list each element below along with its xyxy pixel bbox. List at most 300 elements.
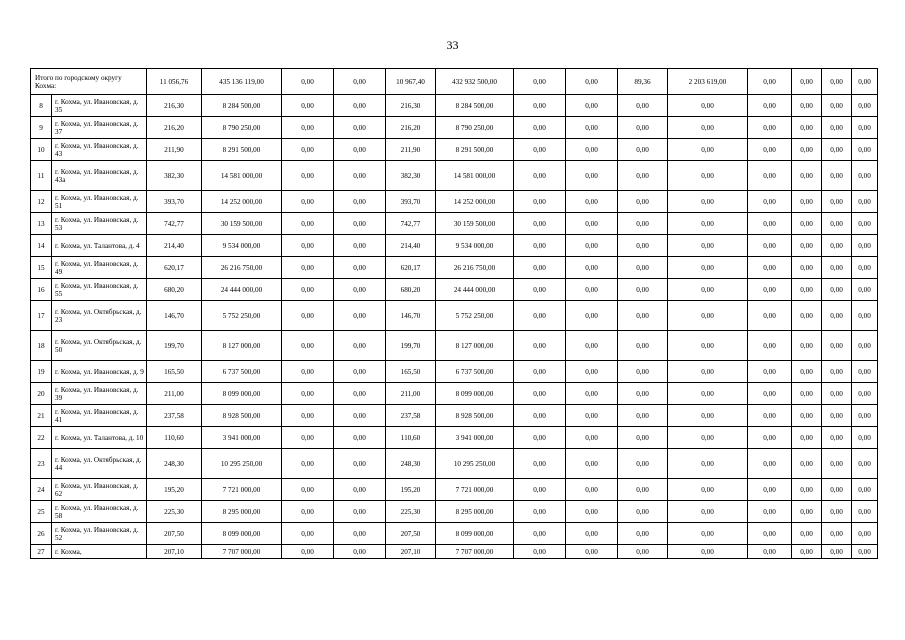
address: г. Кохма, ул. Ивановская, д. 35: [52, 95, 147, 117]
area-partial: 211,00: [386, 383, 436, 405]
zero-cell: 0,00: [748, 161, 792, 191]
zero-cell: 0,00: [668, 501, 748, 523]
zero-cell: 0,00: [514, 301, 566, 331]
zero-cell: 0,00: [668, 523, 748, 545]
row-number: 26: [31, 523, 52, 545]
zero-cell: 0,00: [822, 257, 852, 279]
zero-cell: 0,00: [852, 95, 878, 117]
cost-partial: 8 790 250,00: [436, 117, 514, 139]
table-row: [31, 235, 878, 257]
zero-cell: 0,00: [282, 95, 334, 117]
address: г. Кохма, ул. Октябрьская, д. 50: [52, 331, 147, 361]
zero-cell: 0,00: [668, 257, 748, 279]
zero-cell: 0,00: [618, 331, 668, 361]
cost-partial: 24 444 000,00: [436, 279, 514, 301]
zero-cell: 0,00: [334, 405, 386, 427]
table-row: [31, 383, 878, 405]
zero-cell: 0,00: [792, 117, 822, 139]
zero-cell: 0,00: [852, 523, 878, 545]
zero-cell: 0,00: [748, 479, 792, 501]
area-total: 742,77: [147, 213, 202, 235]
zero-cell: 0,00: [668, 331, 748, 361]
zero-cell: 0,00: [822, 449, 852, 479]
zero-cell: 0,00: [822, 405, 852, 427]
zero-cell: 0,00: [852, 279, 878, 301]
cost-partial: 26 216 750,00: [436, 257, 514, 279]
zero-cell: 0,00: [334, 279, 386, 301]
row-number: 19: [31, 361, 52, 383]
zero-cell: 0,00: [566, 279, 618, 301]
zero-cell: 0,00: [514, 95, 566, 117]
cost-total: 24 444 000,00: [202, 279, 282, 301]
zero-cell: 0,00: [748, 95, 792, 117]
area-partial: 225,30: [386, 501, 436, 523]
zero-cell: 0,00: [822, 117, 852, 139]
row-number: 15: [31, 257, 52, 279]
zero-cell: 0,00: [852, 449, 878, 479]
zero-cell: 0,00: [668, 427, 748, 449]
area-total: 110,60: [147, 427, 202, 449]
table-row: [31, 139, 878, 161]
total-cell: 10 967,40: [386, 69, 436, 95]
zero-cell: 0,00: [822, 161, 852, 191]
area-total: 225,30: [147, 501, 202, 523]
zero-cell: 0,00: [792, 545, 822, 559]
total-cell: 0,00: [852, 69, 878, 95]
zero-cell: 0,00: [334, 301, 386, 331]
area-partial: 237,58: [386, 405, 436, 427]
zero-cell: 0,00: [822, 95, 852, 117]
zero-cell: 0,00: [514, 331, 566, 361]
total-cell: 0,00: [514, 69, 566, 95]
zero-cell: 0,00: [822, 191, 852, 213]
area-total: 216,20: [147, 117, 202, 139]
zero-cell: 0,00: [822, 279, 852, 301]
table-row: [31, 279, 878, 301]
row-number: 21: [31, 405, 52, 427]
zero-cell: 0,00: [282, 405, 334, 427]
zero-cell: 0,00: [566, 161, 618, 191]
zero-cell: 0,00: [282, 191, 334, 213]
area-partial: 382,30: [386, 161, 436, 191]
zero-cell: 0,00: [618, 479, 668, 501]
zero-cell: 0,00: [618, 139, 668, 161]
zero-cell: 0,00: [618, 405, 668, 427]
zero-cell: 0,00: [566, 213, 618, 235]
table-row: [31, 523, 878, 545]
zero-cell: 0,00: [334, 139, 386, 161]
zero-cell: 0,00: [334, 545, 386, 559]
zero-cell: 0,00: [792, 213, 822, 235]
zero-cell: 0,00: [792, 501, 822, 523]
zero-cell: 0,00: [334, 191, 386, 213]
area-total: 216,30: [147, 95, 202, 117]
total-cell: 0,00: [792, 69, 822, 95]
total-cell: 2 203 619,00: [668, 69, 748, 95]
zero-cell: 0,00: [668, 301, 748, 331]
zero-cell: 0,00: [566, 191, 618, 213]
zero-cell: 0,00: [618, 501, 668, 523]
total-cell: 89,36: [618, 69, 668, 95]
address: г. Кохма, ул. Ивановская, д. 41: [52, 405, 147, 427]
zero-cell: 0,00: [852, 545, 878, 559]
row-number: 27: [31, 545, 52, 559]
zero-cell: 0,00: [618, 191, 668, 213]
area-partial: 207,10: [386, 545, 436, 559]
zero-cell: 0,00: [514, 117, 566, 139]
cost-partial: 8 099 000,00: [436, 383, 514, 405]
area-total: 195,20: [147, 479, 202, 501]
area-total: 680,20: [147, 279, 202, 301]
cost-total: 7 707 000,00: [202, 545, 282, 559]
zero-cell: 0,00: [566, 427, 618, 449]
zero-cell: 0,00: [668, 191, 748, 213]
cost-partial: 14 581 000,00: [436, 161, 514, 191]
zero-cell: 0,00: [334, 213, 386, 235]
address: г. Кохма, ул. Ивановская, д. 9: [52, 361, 147, 383]
zero-cell: 0,00: [618, 383, 668, 405]
address: г. Кохма, ул. Талантова, д. 4: [52, 235, 147, 257]
zero-cell: 0,00: [618, 117, 668, 139]
zero-cell: 0,00: [514, 545, 566, 559]
zero-cell: 0,00: [668, 139, 748, 161]
cost-total: 8 099 000,00: [202, 523, 282, 545]
cost-total: 8 127 000,00: [202, 331, 282, 361]
cost-total: 30 159 500,00: [202, 213, 282, 235]
zero-cell: 0,00: [618, 449, 668, 479]
area-total: 199,70: [147, 331, 202, 361]
address: г. Кохма, ул. Ивановская, д. 62: [52, 479, 147, 501]
zero-cell: 0,00: [792, 427, 822, 449]
zero-cell: 0,00: [514, 427, 566, 449]
total-cell: 11 056,76: [147, 69, 202, 95]
zero-cell: 0,00: [822, 427, 852, 449]
zero-cell: 0,00: [668, 161, 748, 191]
zero-cell: 0,00: [852, 191, 878, 213]
address: г. Кохма, ул. Ивановская, д. 51: [52, 191, 147, 213]
zero-cell: 0,00: [668, 95, 748, 117]
cost-total: 8 099 000,00: [202, 383, 282, 405]
row-number: 14: [31, 235, 52, 257]
zero-cell: 0,00: [748, 117, 792, 139]
cost-partial: 8 284 500,00: [436, 95, 514, 117]
zero-cell: 0,00: [792, 95, 822, 117]
zero-cell: 0,00: [334, 235, 386, 257]
zero-cell: 0,00: [748, 427, 792, 449]
zero-cell: 0,00: [566, 523, 618, 545]
area-total: 214,40: [147, 235, 202, 257]
zero-cell: 0,00: [618, 95, 668, 117]
cost-total: 5 752 250,00: [202, 301, 282, 331]
table-row: [31, 117, 878, 139]
zero-cell: 0,00: [282, 301, 334, 331]
zero-cell: 0,00: [618, 279, 668, 301]
area-partial: 742,77: [386, 213, 436, 235]
total-cell: 0,00: [748, 69, 792, 95]
cost-partial: 8 127 000,00: [436, 331, 514, 361]
zero-cell: 0,00: [282, 501, 334, 523]
row-number: 25: [31, 501, 52, 523]
zero-cell: 0,00: [514, 257, 566, 279]
zero-cell: 0,00: [668, 361, 748, 383]
zero-cell: 0,00: [822, 331, 852, 361]
cost-total: 7 721 000,00: [202, 479, 282, 501]
area-partial: 165,50: [386, 361, 436, 383]
zero-cell: 0,00: [334, 257, 386, 279]
address: г. Кохма, ул. Ивановская, д. 39: [52, 383, 147, 405]
zero-cell: 0,00: [668, 213, 748, 235]
address: г. Кохма, ул. Ивановская, д. 55: [52, 279, 147, 301]
zero-cell: 0,00: [618, 301, 668, 331]
zero-cell: 0,00: [792, 361, 822, 383]
zero-cell: 0,00: [852, 383, 878, 405]
zero-cell: 0,00: [282, 257, 334, 279]
zero-cell: 0,00: [566, 301, 618, 331]
zero-cell: 0,00: [792, 235, 822, 257]
zero-cell: 0,00: [792, 279, 822, 301]
zero-cell: 0,00: [792, 405, 822, 427]
zero-cell: 0,00: [282, 117, 334, 139]
zero-cell: 0,00: [748, 257, 792, 279]
zero-cell: 0,00: [748, 191, 792, 213]
zero-cell: 0,00: [792, 523, 822, 545]
zero-cell: 0,00: [566, 361, 618, 383]
zero-cell: 0,00: [334, 479, 386, 501]
zero-cell: 0,00: [566, 479, 618, 501]
zero-cell: 0,00: [282, 279, 334, 301]
area-partial: 211,90: [386, 139, 436, 161]
zero-cell: 0,00: [852, 427, 878, 449]
address: г. Кохма, ул. Ивановская, д. 49: [52, 257, 147, 279]
area-partial: 216,20: [386, 117, 436, 139]
zero-cell: 0,00: [566, 331, 618, 361]
area-partial: 216,30: [386, 95, 436, 117]
row-number: 9: [31, 117, 52, 139]
zero-cell: 0,00: [822, 501, 852, 523]
zero-cell: 0,00: [618, 161, 668, 191]
zero-cell: 0,00: [618, 213, 668, 235]
zero-cell: 0,00: [792, 331, 822, 361]
cost-total: 6 737 500,00: [202, 361, 282, 383]
zero-cell: 0,00: [668, 235, 748, 257]
address: г. Кохма, ул. Талантова, д. 10: [52, 427, 147, 449]
row-number: 11: [31, 161, 52, 191]
zero-cell: 0,00: [748, 361, 792, 383]
table-row: [31, 213, 878, 235]
area-partial: 393,70: [386, 191, 436, 213]
total-cell: 0,00: [566, 69, 618, 95]
row-number: 8: [31, 95, 52, 117]
zero-cell: 0,00: [514, 235, 566, 257]
table-row: [31, 161, 878, 191]
cost-partial: 10 295 250,00: [436, 449, 514, 479]
table-row: [31, 361, 878, 383]
area-total: 248,30: [147, 449, 202, 479]
zero-cell: 0,00: [852, 117, 878, 139]
zero-cell: 0,00: [618, 545, 668, 559]
zero-cell: 0,00: [822, 139, 852, 161]
cost-total: 14 581 000,00: [202, 161, 282, 191]
zero-cell: 0,00: [282, 449, 334, 479]
cost-total: 8 928 500,00: [202, 405, 282, 427]
address: г. Кохма,: [52, 545, 147, 559]
cost-partial: 7 721 000,00: [436, 479, 514, 501]
area-partial: 620,17: [386, 257, 436, 279]
zero-cell: 0,00: [618, 523, 668, 545]
zero-cell: 0,00: [852, 301, 878, 331]
zero-cell: 0,00: [566, 117, 618, 139]
zero-cell: 0,00: [334, 383, 386, 405]
zero-cell: 0,00: [566, 95, 618, 117]
table-row: [31, 405, 878, 427]
zero-cell: 0,00: [748, 213, 792, 235]
zero-cell: 0,00: [668, 405, 748, 427]
zero-cell: 0,00: [822, 383, 852, 405]
zero-cell: 0,00: [282, 545, 334, 559]
zero-cell: 0,00: [334, 523, 386, 545]
row-number: 13: [31, 213, 52, 235]
area-total: 207,50: [147, 523, 202, 545]
property-table: [30, 68, 878, 559]
total-cell: 0,00: [282, 69, 334, 95]
zero-cell: 0,00: [566, 235, 618, 257]
zero-cell: 0,00: [282, 161, 334, 191]
zero-cell: 0,00: [514, 405, 566, 427]
zero-cell: 0,00: [514, 361, 566, 383]
zero-cell: 0,00: [514, 139, 566, 161]
zero-cell: 0,00: [792, 161, 822, 191]
zero-cell: 0,00: [282, 479, 334, 501]
zero-cell: 0,00: [792, 191, 822, 213]
zero-cell: 0,00: [822, 213, 852, 235]
zero-cell: 0,00: [334, 161, 386, 191]
zero-cell: 0,00: [668, 117, 748, 139]
zero-cell: 0,00: [748, 449, 792, 479]
cost-partial: 8 099 000,00: [436, 523, 514, 545]
total-label: Итого по городскому округу Кохма:: [31, 69, 147, 95]
page-number: 33: [446, 38, 459, 52]
total-cell: 0,00: [334, 69, 386, 95]
zero-cell: 0,00: [792, 257, 822, 279]
zero-cell: 0,00: [668, 545, 748, 559]
zero-cell: 0,00: [334, 361, 386, 383]
zero-cell: 0,00: [822, 301, 852, 331]
zero-cell: 0,00: [514, 501, 566, 523]
row-number: 24: [31, 479, 52, 501]
row-number: 17: [31, 301, 52, 331]
area-total: 393,70: [147, 191, 202, 213]
area-total: 207,10: [147, 545, 202, 559]
area-total: 146,70: [147, 301, 202, 331]
cost-total: 9 534 000,00: [202, 235, 282, 257]
address: г. Кохма, ул. Ивановская, д. 43: [52, 139, 147, 161]
zero-cell: 0,00: [852, 257, 878, 279]
zero-cell: 0,00: [822, 479, 852, 501]
total-cell: 432 932 500,00: [436, 69, 514, 95]
zero-cell: 0,00: [852, 501, 878, 523]
zero-cell: 0,00: [792, 479, 822, 501]
zero-cell: 0,00: [334, 117, 386, 139]
zero-cell: 0,00: [566, 383, 618, 405]
table-row: [31, 501, 878, 523]
area-total: 165,50: [147, 361, 202, 383]
row-number: 23: [31, 449, 52, 479]
table-row: [31, 191, 878, 213]
cost-partial: 8 295 000,00: [436, 501, 514, 523]
cost-partial: 8 291 500,00: [436, 139, 514, 161]
table-row: [31, 257, 878, 279]
row-number: 12: [31, 191, 52, 213]
total-cell: 0,00: [822, 69, 852, 95]
row-number: 10: [31, 139, 52, 161]
address: г. Кохма, ул. Ивановская, д. 37: [52, 117, 147, 139]
zero-cell: 0,00: [514, 279, 566, 301]
area-partial: 195,20: [386, 479, 436, 501]
zero-cell: 0,00: [748, 301, 792, 331]
table-row: [31, 331, 878, 361]
zero-cell: 0,00: [748, 545, 792, 559]
zero-cell: 0,00: [282, 361, 334, 383]
zero-cell: 0,00: [852, 361, 878, 383]
row-number: 18: [31, 331, 52, 361]
zero-cell: 0,00: [282, 213, 334, 235]
cost-partial: 9 534 000,00: [436, 235, 514, 257]
area-total: 620,17: [147, 257, 202, 279]
zero-cell: 0,00: [514, 449, 566, 479]
zero-cell: 0,00: [282, 235, 334, 257]
cost-partial: 3 941 000,00: [436, 427, 514, 449]
area-partial: 110,60: [386, 427, 436, 449]
address: г. Кохма, ул. Ивановская, д. 58: [52, 501, 147, 523]
table-row: [31, 479, 878, 501]
area-partial: 248,30: [386, 449, 436, 479]
zero-cell: 0,00: [282, 139, 334, 161]
zero-cell: 0,00: [282, 523, 334, 545]
cost-partial: 30 159 500,00: [436, 213, 514, 235]
address: г. Кохма, ул. Ивановская, д. 43а: [52, 161, 147, 191]
zero-cell: 0,00: [618, 257, 668, 279]
zero-cell: 0,00: [748, 523, 792, 545]
cost-total: 26 216 750,00: [202, 257, 282, 279]
total-cell: 435 136 119,00: [202, 69, 282, 95]
zero-cell: 0,00: [852, 139, 878, 161]
address: г. Кохма, ул. Октябрьская, д. 44: [52, 449, 147, 479]
zero-cell: 0,00: [334, 449, 386, 479]
zero-cell: 0,00: [748, 501, 792, 523]
zero-cell: 0,00: [566, 405, 618, 427]
zero-cell: 0,00: [282, 383, 334, 405]
cost-partial: 8 928 500,00: [436, 405, 514, 427]
area-partial: 207,50: [386, 523, 436, 545]
zero-cell: 0,00: [748, 405, 792, 427]
area-total: 211,90: [147, 139, 202, 161]
zero-cell: 0,00: [566, 449, 618, 479]
zero-cell: 0,00: [668, 479, 748, 501]
table-row: [31, 427, 878, 449]
zero-cell: 0,00: [792, 139, 822, 161]
table-row: [31, 449, 878, 479]
table-row: [31, 545, 878, 559]
cost-total: 8 790 250,00: [202, 117, 282, 139]
zero-cell: 0,00: [514, 479, 566, 501]
cost-total: 8 291 500,00: [202, 139, 282, 161]
zero-cell: 0,00: [334, 501, 386, 523]
zero-cell: 0,00: [566, 501, 618, 523]
cost-total: 14 252 000,00: [202, 191, 282, 213]
area-partial: 199,70: [386, 331, 436, 361]
zero-cell: 0,00: [514, 523, 566, 545]
cost-partial: 14 252 000,00: [436, 191, 514, 213]
